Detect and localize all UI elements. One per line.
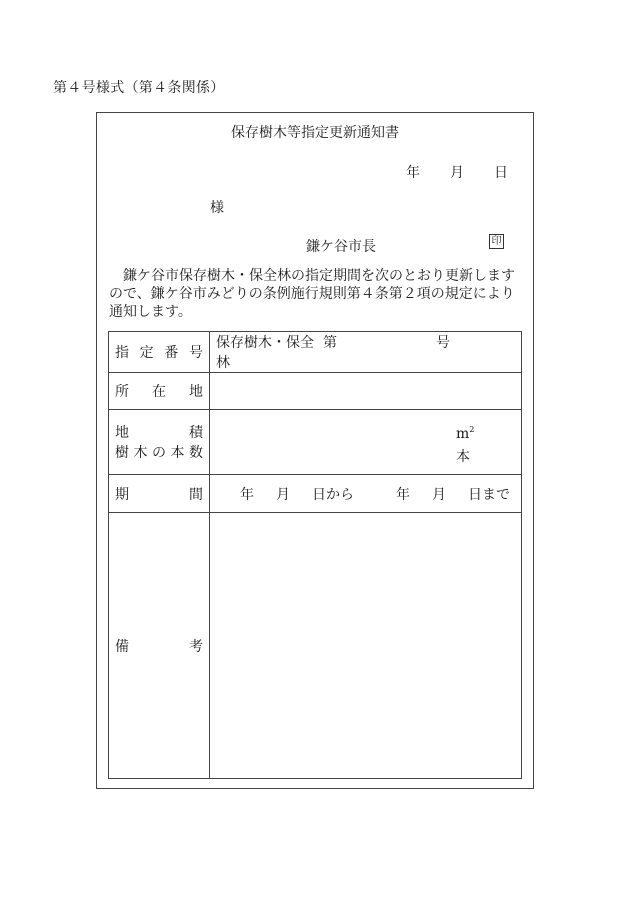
designation-number-field[interactable] bbox=[210, 332, 522, 373]
seal-icon: 印 bbox=[489, 234, 504, 249]
spread-label bbox=[115, 342, 203, 362]
label-char: 在 bbox=[152, 384, 166, 400]
notice-title: 保存樹木等指定更新通知書 bbox=[231, 125, 399, 141]
label-char: 所 bbox=[115, 384, 129, 400]
start-day: 日から bbox=[312, 486, 354, 503]
end-month: 月 bbox=[432, 486, 446, 503]
period-content bbox=[216, 484, 515, 504]
date-month-label: 月 bbox=[450, 165, 464, 181]
label-char: の bbox=[152, 445, 166, 461]
designation-number-label bbox=[109, 332, 210, 373]
body-line: ので、鎌ケ谷市みどりの条例施行規則第４条第２項の規定により bbox=[109, 286, 515, 302]
area-unit-exponent: 2 bbox=[469, 425, 475, 434]
table-row bbox=[109, 373, 522, 410]
end-day: 日まで bbox=[468, 486, 510, 503]
period-field[interactable] bbox=[210, 475, 522, 513]
spread-label bbox=[115, 381, 203, 401]
label-char: 地 bbox=[115, 425, 129, 441]
label-char: 数 bbox=[189, 445, 203, 461]
label-char: 本 bbox=[170, 445, 185, 461]
issuer-name: 鎌ケ谷市長 bbox=[306, 239, 376, 255]
start-month: 月 bbox=[276, 486, 290, 503]
location-label bbox=[109, 373, 210, 410]
label-char: 期 bbox=[115, 486, 129, 503]
body-line: 通知します。 bbox=[109, 304, 192, 320]
label-char: 番 bbox=[164, 345, 179, 361]
date-day-label: 日 bbox=[494, 165, 508, 181]
period-label bbox=[109, 475, 210, 513]
label-char: 考 bbox=[189, 638, 203, 655]
spread-label bbox=[115, 484, 203, 504]
label-char: 木 bbox=[133, 445, 148, 461]
table-row bbox=[109, 513, 522, 779]
start-year: 年 bbox=[240, 486, 254, 503]
tree-count-label bbox=[115, 442, 203, 462]
form-number-label: 第４号様式（第４条関係） bbox=[53, 80, 225, 96]
label-char: 備 bbox=[115, 638, 129, 655]
tree-count-unit: 本 bbox=[456, 449, 470, 465]
label-char: 号 bbox=[188, 345, 203, 361]
area-label bbox=[115, 422, 203, 442]
remarks-label bbox=[109, 513, 210, 779]
designation-content bbox=[216, 332, 515, 372]
area-and-count-field[interactable] bbox=[210, 410, 522, 475]
label-char: 定 bbox=[139, 345, 154, 361]
notice-document bbox=[96, 112, 534, 789]
label-char: 指 bbox=[115, 345, 129, 361]
body-line: 鎌ケ谷市保存樹木・保全林の指定期間を次のとおり更新します bbox=[123, 268, 515, 284]
table-row bbox=[109, 410, 522, 475]
table-row bbox=[109, 475, 522, 513]
location-field[interactable] bbox=[210, 373, 522, 410]
notice-body bbox=[109, 267, 529, 321]
table-row bbox=[109, 332, 522, 373]
designation-go: 号 bbox=[436, 335, 450, 351]
label-char: 間 bbox=[189, 486, 203, 503]
spread-label bbox=[115, 636, 203, 656]
remarks-field[interactable] bbox=[210, 513, 522, 779]
end-year: 年 bbox=[396, 486, 410, 503]
details-table bbox=[108, 331, 522, 779]
label-char: 地 bbox=[189, 384, 203, 400]
area-and-count-label bbox=[109, 410, 210, 475]
label-char: 樹 bbox=[115, 445, 129, 461]
date-year-label: 年 bbox=[406, 165, 420, 181]
area-unit bbox=[456, 425, 474, 442]
label-char: 積 bbox=[189, 425, 203, 441]
addressee-suffix: 様 bbox=[210, 200, 224, 216]
area-unit-base: m bbox=[456, 426, 470, 442]
designation-dai: 第 bbox=[323, 335, 337, 351]
designation-type: 保存樹木・保全林 bbox=[216, 335, 314, 371]
